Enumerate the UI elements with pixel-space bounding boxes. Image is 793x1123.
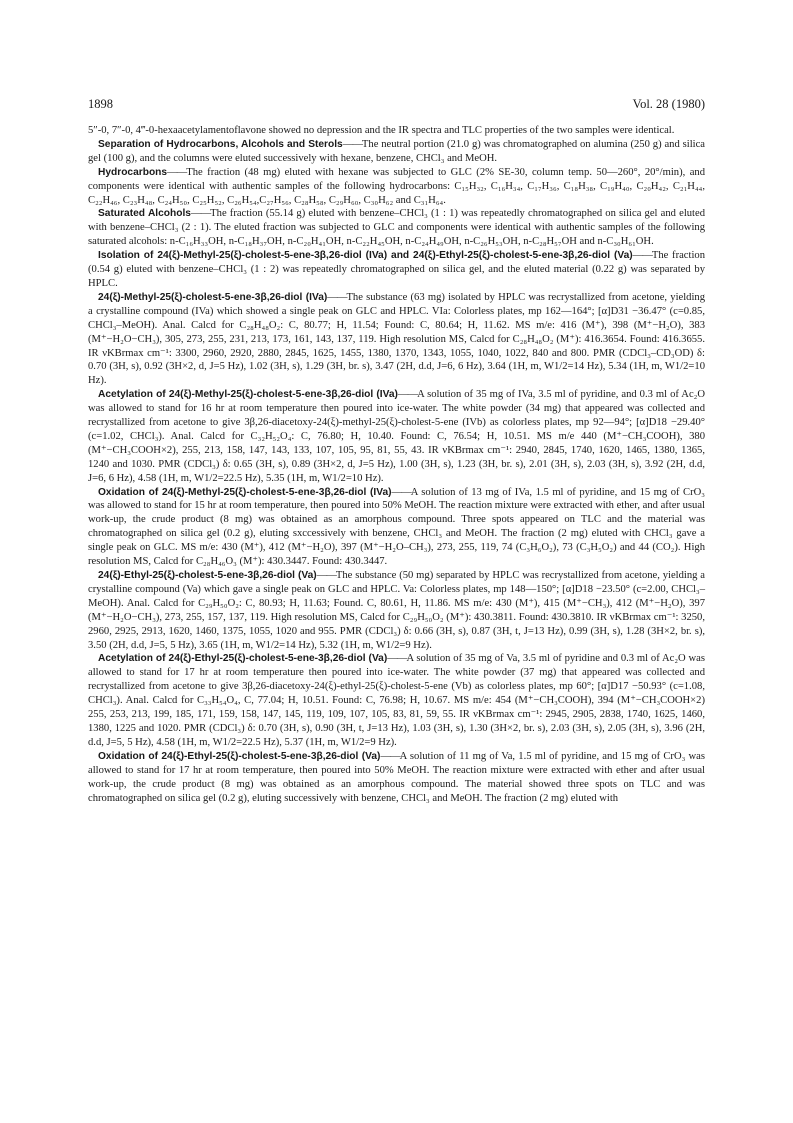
paragraph-acetylation-iva [88,388,705,485]
paragraph-acetylation-va [88,652,705,749]
paragraph-hydrocarbons [88,166,705,208]
paragraph-iva [88,291,705,388]
paragraph-separation [88,138,705,166]
heading-dash: —— [391,486,411,498]
paragraph-text: A solution of 11 mg of Va, 1.5 ml of pyridine, and 15 mg of CrO₃ was allowed to stand for 17 hr at room temperature, then poured into 50% MeOH. The reaction mixture were extracted with ether and after usual work-up, the crude product (8 mg) was obtained as an amorphous compound. The material showed three spots on TLC and was chromatographed on silica gel (0.2 g), eluting successively with benzene, CHCl₃ and MeOH. The fraction (2 mg) eluted with [88,750,705,804]
article-body [88,124,705,805]
paragraph-text: The substance (63 mg) isolated by HPLC was recrystallized from acetone, yielding a crystalline compound (IVa) which showed a single peak on GLC and HPLC. VIa: Colorless plates, mp 162—164°; [α]D31 −36.47° (c=0.85, CHCl₃–MeOH). Anal. Calcd for C₂₈H₄₈O₂: C, 80.77; H, 11.54; Found: C, 80.64; H, 11.62. MS m/e: 416 (M⁺), 398 (M⁺−H₂O), 383 (M⁺−H₂O−CH₃), 305, 273, 255, 231, 213, 173, 161, 143, 137, 119. High resolution MS, Calcd for C₂₈H₄₈O₂ (M⁺): 416.3654. Found: 416.3655. IR νKBrmax cm⁻¹: 3300, 2960, 2920, 2880, 2845, 1625, 1455, 1380, 1370, 1343, 1055, 1040, 1022, 840 and 800. PMR (CDCl₃–CD₃OD) δ: 0.70 (3H, s), 0.92 (3H×2, d, J=5 Hz), 1.02 (3H, s), 1.29 (3H, br. s), 3.47 (2H, d.d, J=6, 6 Hz), 3.64 (1H, m, W1/2=14 Hz), 5.34 (1H, m, W1/2=10 Hz). [88,291,706,387]
paragraph-oxidation-va [88,750,705,806]
paragraph-isolation [88,249,705,291]
paragraph-text: 5″-0, 7″-0, 4‴-0-hexaacetylamentoflavone showed no depression and the IR spectra and TLC properties of the two samples were identical. [88,125,675,136]
heading-dash: —— [632,250,652,262]
paragraph-heading: Saturated Alcohols [98,208,191,220]
paragraph-heading: Acetylation of 24(ξ)-Ethyl-25(ξ)-cholest-5-ene-3β,26-diol (Va) [98,653,388,665]
paragraph-text: The substance (50 mg) separated by HPLC was recrystallized from acetone, yielding a crystalline compound (Va) which gave a single peak on GLC and HPLC. Va: Colorless plates, mp 148—150°; [α]D18 −23.50° (c=2.00, CHCl₃–MeOH). Anal. Calcd for C₂₉H₅₀O₂: C, 80.93; H, 11.63; Found. C, 80.61, H, 11.86. MS m/e: 430 (M⁺), 415 (M⁺−CH₃), 412 (M⁺−H₂O), 397 (M⁺−H₂O−CH₃), 273, 255, 157, 137, 119. High resolution MS, Calcd for C₂₉H₅₀O₂ (M⁺): 430.3811. Found: 430.3810. IR νKBrmax cm⁻¹: 3250, 2960, 2925, 2913, 1620, 1460, 1375, 1055, 1020 and 955. PMR (CDCl₃) δ: 0.66 (3H, s), 0.87 (3H, t, J=13 Hz), 0.99 (3H, s), 1.28 (3H×2, br. s), 3.50 (2H, d.d, J=5, 5 Hz), 3.65 (1H, m, W1/2=14 Hz), 5.32 (1H, m, W1/2=9 Hz). [88,570,705,651]
heading-dash: —— [167,166,187,178]
paragraph-heading: Hydrocarbons [98,166,168,178]
page-header [88,97,705,115]
paragraph-heading: Oxidation of 24(ξ)-Methyl-25(ξ)-cholest-5-ene-3β,26-diol (IVa) [98,486,392,498]
paragraph-text: The neutral portion (21.0 g) was chromatographed on alumina (250 g) and silica gel (100 g), and the columns were eluted successively with hexane, benzene, CHCl₃ and MeOH. [88,138,705,164]
paragraph-heading: Oxidation of 24(ξ)-Ethyl-25(ξ)-cholest-5-ene-3β,26-diol (Va) [98,750,381,762]
paragraph-text: The fraction (0.54 g) eluted with benzene–CHCl₃ (1 : 2) was repeatedly chromatographed on silica gel, and the eluted material (0.22 g) was separated by HPLC. [88,250,705,289]
paragraph-saturated-alcohols [88,207,705,249]
volume-label: Vol. 28 (1980) [632,97,705,111]
heading-dash: —— [342,138,362,150]
paragraph-text: A solution of 13 mg of IVa, 1.5 ml of pyridine, and 15 mg of CrO₃ was allowed to stand for 15 hr at room temperature, then poured into 50% MeOH. The reaction mixture were extracted with ether, and after usual work-up, the crude product (8 mg) was obtained as an amorphous compound. Three spots appeared on TLC and the material was chromatographed on silica gel (0.2 g), eluting sxccessively with benzene, CHCl₃ and MeOH. The fraction (2 mg) eluted with CHCl₃ gave a single peak on GLC. MS m/e: 430 (M⁺), 412 (M⁺−H₂O), 397 (M⁺−H₂O–CH₃), 273, 255, 119, 74 (C₃H₆O₂), 73 (C₃H₅O₂) and 44 (CO₂). High resolution MS, Calcd for C₂₈H₄₆O₃ (M⁺): 430.3447. Found: 430.3447. [88,486,705,568]
heading-dash: —— [380,750,400,762]
heading-dash: —— [387,653,407,665]
paragraph-heading: 24(ξ)-Methyl-25(ξ)-cholest-5-ene-3β,26-diol (IVa) [98,291,328,303]
heading-dash: —— [397,389,418,401]
paragraph-heading: 24(ξ)-Ethyl-25(ξ)-cholest-5-ene-3β,26-diol (Va) [98,570,317,581]
paragraph-continuation [88,124,705,138]
paragraph-va [88,569,705,652]
paragraph-text: The fraction (55.14 g) eluted with benzene–CHCl₃ (1 : 1) was repeatedly chromatographed on silica gel and eluted with benzene–CHCl₃ (2 : 1). The eluted fraction was subjected to GLC and components were identical with authentic samples of the following saturated alcohols: n-C₁₆H₃₃OH, n-C₁₈H₃₇OH, n-C₂₀H₄₁OH, n-C₂₂H₄₅OH, n-C₂₄H₄₉OH, n-C₂₆H₅₃OH, n-C₂₈H₅₇OH and n-C₃₀H₆₁OH. [88,208,705,248]
paragraph-text: The fraction (48 mg) eluted with hexane was subjected to GLC (2% SE-30, column temp. 50—260°, 20°/min), and components were identical with authentic samples of the following hydrocarbons: C₁₅H₃₂, C₁₆H₃₄, C₁₇H₃₆, C₁₈H₃₈, C₁₉H₄₀, C₂₀H₄₂, C₂₁H₄₄, C₂₂H₄₆, C₂₃H₄₈, C₂₄H₅₀, C₂₅H₅₂, C₂₆H₅₄,C₂₇H₅₆, C₂₈H₅₈, C₂₉H₆₀, C₃₀H₆₂ and C₃₁H₆₄. [88,166,705,206]
paragraph-text: A solution of 35 mg of Va, 3.5 ml of pyridine and 0.3 ml of Ac₂O was allowed to stand for 17 hr at room temperature then poured into ice-water. The white powder (37 mg) that appeared was collected and recrystallized from acetone to give 3β,26-diacetoxy-24(ξ)-ethyl-25(ξ)-cholest-5-ene (Vb) as colorless plates, mp 60°; [α]D17 −50.93° (c=1.08, CHCl₃). Anal. Calcd for C₃₃H₅₄O₄, C, 77.04; H, 10.51. Found: C, 76.98; H, 10.67. MS m/e: 454 (M⁺−CH₃COOH), 394 (M⁺−CH₃COOH×2) 255, 253, 213, 199, 185, 171, 159, 158, 147, 145, 119, 109, 107, 105, 83, 81, 59, 55. IR νKBrmax cm⁻¹: 2945, 2905, 2838, 1740, 1625, 1460, 1380, 1225 and 1020. PMR (CDCl₃) δ: 0.70 (3H, s), 0.90 (3H, t, J=13 Hz), 1.03 (3H, s), 1.30 (3H×2, br. s), 2.03 (3H, s), 2.05 (3H, s), 3.96 (2H, d.d, J=5, 5 Hz), 4.58 (1H, m, W1/2=22.5 Hz), 5.37 (1H, m, W1/2=9 Hz). [88,653,706,748]
heading-dash: —— [190,208,211,220]
paragraph-heading: Acetylation of 24(ξ)-Methyl-25(ξ)-cholest-5-ene-3β,26-diol (IVa) [98,389,398,401]
paragraph-text: A solution of 35 mg of IVa, 3.5 ml of pyridine, and 0.3 ml of Ac₂O was allowed to stand for 16 hr at room temperature then poured into ice-water. The white powder (34 mg) that appeared was collected and recrystallized from acetone to give 3β,26-diacetoxy-24(ξ)-methyl-25(ξ)-cholest-5-ene (IVb) as colorless plates, mp 92—94°; [α]D18 −29.40° (c=1.02, CHCl₃). Anal. Calcd for C₃₂H₅₂O₄: C, 76.80; H, 10.40. Found: C, 76.54; H, 10.51. MS m/e 440 (M⁺−CH₃COOH), 380 (M⁺−CH₃COOH×2), 255, 213, 158, 147, 143, 133, 107, 105, 95, 81, 55, 43. IR νKBrmax cm⁻¹: 2940, 2845, 1740, 1620, 1465, 1380, 1365, 1240 and 1030. PMR (CDCl₃) δ: 0.65 (3H, s), 0.89 (3H×2, d, J=5 Hz), 1.00 (3H, s), 1.23 (3H, br. s), 2.01 (3H, s), 2.03 (3H, s), 3.92 (2H, d.d, J=6, 6 Hz), 4.58 (1H, m, W1/2=22.5 Hz), 5.35 (1H, m, W1/2=10 Hz). [88,389,705,484]
heading-dash: —— [327,291,347,303]
page-number: 1898 [88,97,113,111]
paragraph-heading: Isolation of 24(ξ)-Methyl-25(ξ)-cholest-5-ene-3β,26-diol (IVa) and 24(ξ)-Ethyl-25(ξ)-cholest-5-ene-3β,26-diol (Va) [98,250,633,262]
paragraph-oxidation-iva [88,486,705,569]
heading-dash: —— [316,570,336,581]
paragraph-heading: Separation of Hydrocarbons, Alcohols and Sterols [98,138,343,150]
